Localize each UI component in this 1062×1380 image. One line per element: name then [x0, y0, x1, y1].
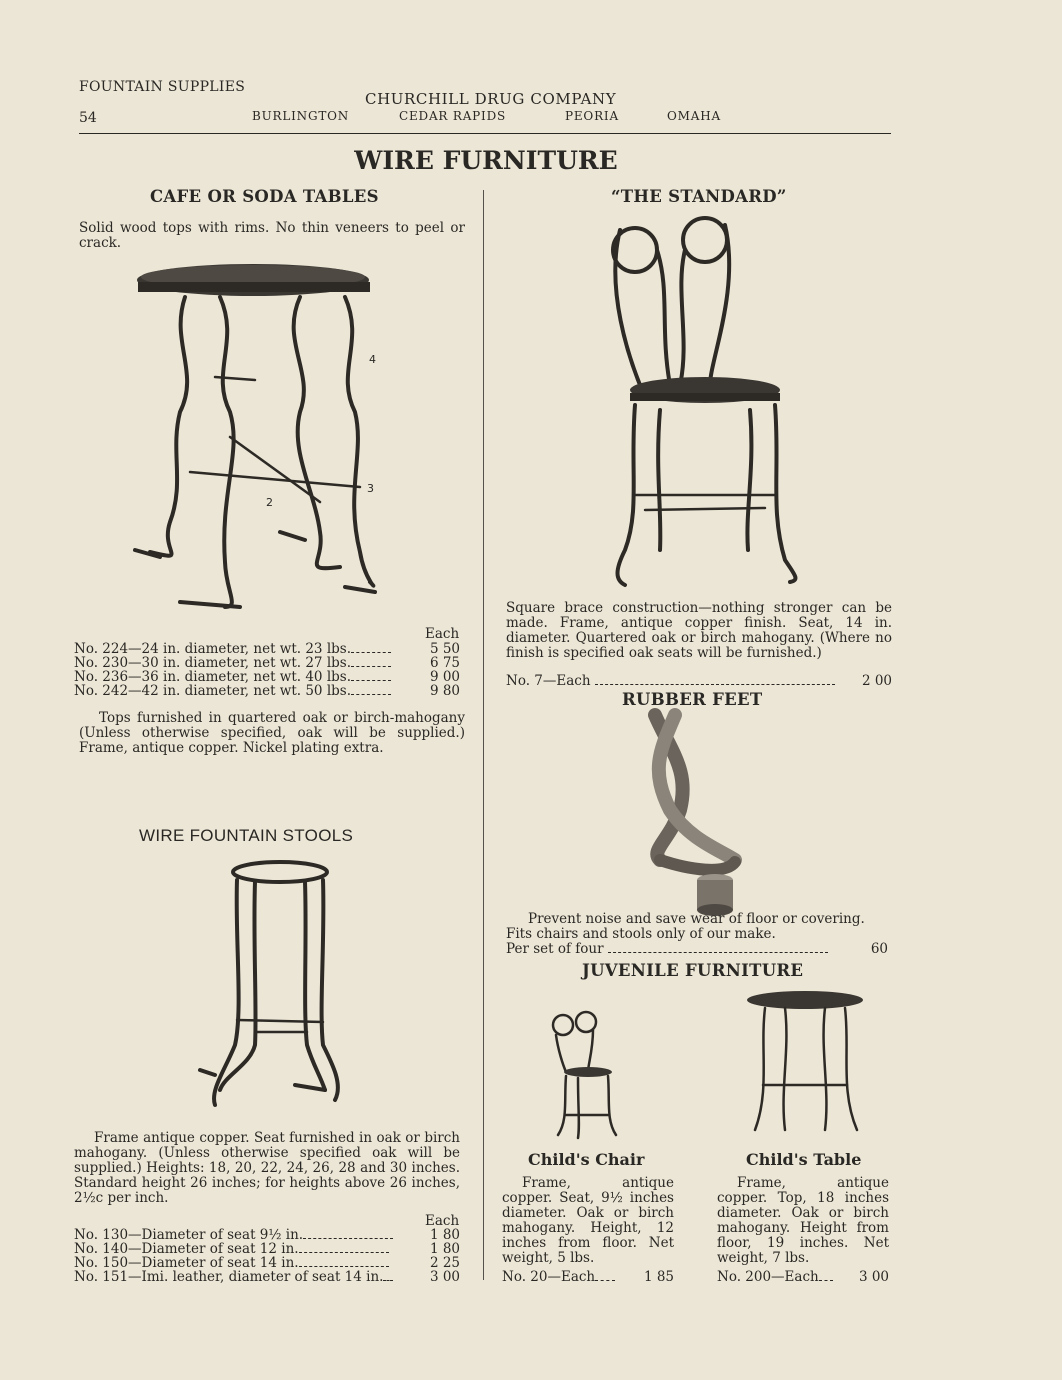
fountain-stool-illustration	[195, 860, 345, 1115]
item-desc: No. 20—Each	[502, 1269, 596, 1285]
childs-table-caption: Child's Table	[746, 1150, 862, 1169]
city-cedar-rapids: CEDAR RAPIDS	[399, 109, 507, 123]
table-row	[74, 684, 460, 698]
stools-each-label: Each	[425, 1213, 460, 1229]
column-divider	[483, 190, 484, 1280]
childs-table-illustration	[745, 990, 870, 1140]
item-desc: No. 236—36 in. diameter, net wt. 40 lbs.	[74, 669, 351, 685]
city-burlington: BURLINGTON	[252, 109, 350, 123]
childs-chair-caption: Child's Chair	[528, 1150, 645, 1169]
city-omaha: OMAHA	[667, 109, 721, 123]
item-desc: No. 130—Diameter of seat 9½ in.	[74, 1227, 304, 1243]
childs-chair-price-row	[502, 1270, 674, 1285]
city-peoria: PEORIA	[565, 109, 619, 123]
table-row	[74, 1228, 460, 1242]
item-desc: Per set of four	[506, 941, 604, 957]
page-number: 54	[79, 110, 97, 126]
rubber-feet-title: RUBBER FEET	[622, 690, 763, 709]
table-row	[74, 1256, 460, 1270]
fountain-stools-note: Frame antique copper. Seat furnished in oak or birch mahogany. (Unless otherwise specified oak will be supplied.) Heights: 18, 20, 22, 24, 26, 28 and 30 inches. Standard height 26 inches; for heights above 26 inches, 2½c per inch.	[74, 1130, 460, 1206]
cafe-tables-note: Tops furnished in quartered oak or birch-mahogany (Unless otherwise specified, oak will be supplied.) Frame, antique copper. Nickel plating extra.	[79, 710, 465, 756]
item-price: 9 80	[429, 683, 460, 699]
juvenile-title: JUVENILE FURNITURE	[582, 961, 804, 980]
cafe-each-label: Each	[425, 626, 460, 642]
section-label: FOUNTAIN SUPPLIES	[79, 79, 246, 95]
item-price: 60	[870, 941, 888, 957]
callout-4: 4	[369, 353, 376, 366]
item-price: 3 00	[429, 1269, 460, 1285]
item-desc: No. 7—Each	[506, 673, 591, 689]
fountain-stools-title: WIRE FOUNTAIN STOOLS	[139, 826, 354, 845]
cafe-price-table	[74, 642, 460, 698]
childs-table-price-row	[717, 1270, 889, 1285]
table-row	[74, 642, 460, 656]
table-row	[74, 1270, 460, 1284]
item-price: 2 00	[861, 673, 892, 689]
callout-2: 2	[266, 496, 273, 509]
standard-chair-illustration	[600, 210, 810, 590]
item-desc: No. 140—Diameter of seat 12 in.	[74, 1241, 299, 1257]
item-price: 2 25	[429, 1255, 460, 1271]
stools-price-table	[74, 1228, 460, 1284]
item-price: 1 80	[429, 1241, 460, 1257]
childs-table-description: Frame, antique copper. Top, 18 inches diameter. Oak or birch mahogany. Height from floor, 19 inches. Net weight, 7 lbs.	[717, 1175, 889, 1266]
rubber-feet-price-row	[506, 942, 888, 957]
company-name: CHURCHILL DRUG COMPANY	[365, 90, 617, 108]
table-row	[74, 670, 460, 684]
childs-chair-description: Frame, antique copper. Seat, 9½ inches diameter. Oak or birch mahogany. Height, 12 inches from floor. Net weight, 5 lbs.	[502, 1175, 674, 1266]
item-price: 1 85	[643, 1269, 674, 1285]
standard-title: “THE STANDARD”	[611, 187, 787, 206]
item-price: 1 80	[429, 1227, 460, 1243]
cafe-table-illustration	[130, 262, 390, 622]
page-title: WIRE FURNITURE	[354, 146, 618, 175]
rubber-foot-illustration	[630, 710, 760, 915]
cafe-tables-intro: Solid wood tops with rims. No thin veneers to peel or crack.	[79, 220, 465, 251]
item-desc: No. 150—Diameter of seat 14 in.	[74, 1255, 299, 1271]
standard-price-row	[506, 674, 892, 689]
standard-description: Square brace construction—nothing stronger can be made. Frame, antique copper finish. Seat, 14 in. diameter. Quartered oak or birch mahogany. (Where no finish is specified oak seats will be furnished.)	[506, 600, 892, 661]
item-desc: No. 224—24 in. diameter, net wt. 23 lbs.	[74, 641, 351, 657]
item-desc: No. 230—30 in. diameter, net wt. 27 lbs.	[74, 655, 351, 671]
table-row	[74, 656, 460, 670]
item-price: 6 75	[429, 655, 460, 671]
item-desc: No. 151—Imi. leather, diameter of seat 14 in.	[74, 1269, 384, 1285]
item-desc: No. 200—Each	[717, 1269, 819, 1285]
item-desc: No. 242—42 in. diameter, net wt. 50 lbs.	[74, 683, 351, 699]
item-price: 9 00	[429, 669, 460, 685]
table-row	[74, 1242, 460, 1256]
item-price: 3 00	[858, 1269, 889, 1285]
item-price: 5 50	[429, 641, 460, 657]
childs-chair-illustration	[548, 1010, 623, 1142]
rubber-feet-description: Prevent noise and save wear of floor or covering. Fits chairs and stools only of our make.	[506, 911, 865, 942]
header-rule	[79, 133, 891, 134]
cafe-tables-title: CAFE OR SODA TABLES	[150, 187, 379, 206]
callout-3: 3	[367, 482, 374, 495]
